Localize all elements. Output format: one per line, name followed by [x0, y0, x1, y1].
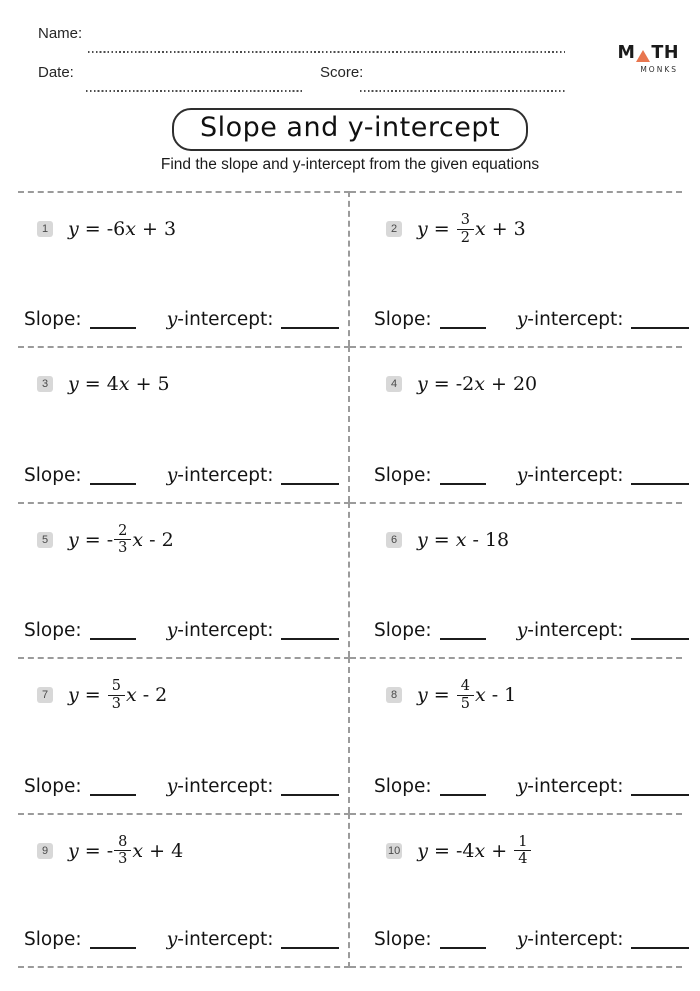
- answer-row: [374, 308, 689, 330]
- problem-number-badge: 2: [386, 221, 402, 237]
- equation: y = $\frac{5}{3}$ x - 2: [68, 678, 168, 712]
- slope-blank: [440, 794, 486, 796]
- problems-grid: [18, 191, 682, 968]
- problem-cell: [18, 657, 350, 812]
- slope-label: Slope:: [24, 775, 82, 797]
- slope-blank: [90, 327, 136, 329]
- y-intercept-var: y: [166, 308, 178, 331]
- score-line: [360, 90, 565, 92]
- y-intercept-rest: -intercept:: [177, 775, 274, 797]
- problem-number-badge: 8: [386, 687, 402, 703]
- problem-number-badge: 4: [386, 376, 402, 392]
- slope-label: Slope:: [24, 309, 82, 331]
- answer-row: [24, 928, 339, 950]
- equation-row: [386, 827, 532, 875]
- slope-label: Slope:: [374, 928, 432, 950]
- fraction: $\frac{3}{2}$: [457, 212, 474, 245]
- problem-cell: [350, 657, 682, 812]
- equation-row: [37, 827, 183, 875]
- problem-number-badge: 1: [37, 221, 53, 237]
- y-intercept-rest: -intercept:: [527, 620, 624, 642]
- y-intercept-rest: -intercept:: [177, 464, 274, 486]
- problem-number-badge: 7: [37, 687, 53, 703]
- equation-row: [37, 671, 167, 719]
- problem-number-badge: 10: [388, 844, 401, 857]
- y-intercept-rest: -intercept:: [177, 928, 274, 950]
- y-intercept-var: y: [516, 774, 528, 797]
- equation-row: [37, 516, 174, 564]
- slope-blank: [440, 947, 486, 949]
- fraction: $\frac{1}{4}$: [514, 834, 531, 867]
- problem-number-badge: 5: [37, 532, 53, 548]
- slope-label: Slope:: [24, 928, 82, 950]
- slope-label: Slope:: [374, 620, 432, 642]
- y-intercept-blank: [281, 794, 339, 796]
- problem-number-badge: 3: [37, 376, 53, 392]
- title-container: [0, 108, 700, 151]
- slope-blank: [90, 483, 136, 485]
- slope-blank: [90, 638, 136, 640]
- equation-row: [386, 360, 537, 408]
- y-intercept-rest: -intercept:: [527, 775, 624, 797]
- page-title: Slope and y-intercept: [172, 108, 528, 151]
- y-intercept-blank: [281, 638, 339, 640]
- equation: y = -2 x + 20: [417, 373, 538, 396]
- date-line: [86, 90, 303, 92]
- problem-cell: [18, 502, 350, 657]
- problem-cell: [18, 813, 350, 968]
- equation: y = x - 18: [417, 528, 510, 551]
- slope-blank: [440, 483, 486, 485]
- slope-blank: [440, 327, 486, 329]
- problem-cell: [350, 502, 682, 657]
- slope-label: Slope:: [24, 464, 82, 486]
- date-label: Date:: [38, 64, 74, 81]
- logo-triangle-icon: [636, 50, 650, 62]
- equation: y = - $\frac{8}{3}$ x + 4: [68, 833, 184, 868]
- y-intercept-blank: [281, 327, 339, 329]
- logo-m: M: [617, 43, 636, 63]
- instructions-text: Find the slope and y-intercept from the given equations: [160, 156, 540, 173]
- answer-row: [374, 775, 689, 797]
- y-intercept-var: y: [166, 774, 178, 797]
- slope-blank: [440, 638, 486, 640]
- equation-row: [37, 205, 176, 253]
- y-intercept-blank: [631, 638, 689, 640]
- answer-row: [24, 619, 339, 641]
- slope-label: Slope:: [374, 464, 432, 486]
- slope-blank: [90, 947, 136, 949]
- y-intercept-var: y: [166, 463, 178, 486]
- y-intercept-blank: [631, 327, 689, 329]
- answer-row: [24, 775, 339, 797]
- answer-row: [374, 619, 689, 641]
- y-intercept-blank: [631, 947, 689, 949]
- y-intercept-rest: -intercept:: [177, 620, 274, 642]
- equation-row: [386, 205, 526, 253]
- answer-row: [24, 308, 339, 330]
- name-label: Name:: [38, 25, 83, 42]
- y-intercept-var: y: [516, 308, 528, 331]
- name-line: [88, 51, 565, 53]
- fraction: $\frac{4}{5}$: [457, 678, 474, 711]
- logo-wordmark: [613, 45, 679, 63]
- score-label: Score:: [320, 64, 364, 81]
- y-intercept-rest: -intercept:: [527, 928, 624, 950]
- equation: y = -6 x + 3: [68, 218, 177, 240]
- problem-cell: [350, 346, 682, 501]
- y-intercept-blank: [631, 794, 689, 796]
- equation: y = -4 x + $\frac{1}{4}$: [417, 834, 532, 867]
- y-intercept-rest: -intercept:: [177, 309, 274, 331]
- y-intercept-var: y: [166, 927, 178, 950]
- y-intercept-var: y: [516, 463, 528, 486]
- y-intercept-var: y: [166, 619, 178, 642]
- fraction: $\frac{8}{3}$: [114, 834, 131, 867]
- answer-row: [374, 464, 689, 486]
- y-intercept-blank: [281, 483, 339, 485]
- slope-label: Slope:: [24, 620, 82, 642]
- fraction: $\frac{2}{3}$: [114, 523, 131, 556]
- y-intercept-blank: [631, 483, 689, 485]
- problem-cell: [18, 191, 350, 346]
- y-intercept-var: y: [516, 619, 528, 642]
- equation-row: [37, 360, 170, 408]
- slope-blank: [90, 794, 136, 796]
- equation-row: [386, 671, 516, 719]
- equation: y = 4 x + 5: [68, 373, 170, 396]
- slope-label: Slope:: [374, 309, 432, 331]
- slope-label: Slope:: [374, 775, 432, 797]
- equation: y = $\frac{3}{2}$ x + 3: [417, 212, 526, 246]
- problem-cell: [350, 813, 682, 968]
- answer-row: [374, 928, 689, 950]
- y-intercept-rest: -intercept:: [527, 309, 624, 331]
- equation-row: [386, 516, 509, 564]
- y-intercept-blank: [281, 947, 339, 949]
- math-monks-logo: [613, 45, 679, 74]
- equation: y = - $\frac{2}{3}$ x - 2: [68, 523, 174, 557]
- problem-number-badge: 6: [386, 532, 402, 548]
- logo-th: TH: [651, 43, 679, 63]
- problem-cell: [350, 191, 682, 346]
- problem-number-badge: 9: [37, 843, 53, 859]
- logo-subtext: MONKS: [640, 64, 678, 74]
- y-intercept-var: y: [516, 927, 528, 950]
- equation: y = $\frac{4}{5}$ x - 1: [417, 678, 517, 712]
- problem-cell: [18, 346, 350, 501]
- answer-row: [24, 464, 339, 486]
- fraction: $\frac{5}{3}$: [108, 678, 125, 711]
- y-intercept-rest: -intercept:: [527, 464, 624, 486]
